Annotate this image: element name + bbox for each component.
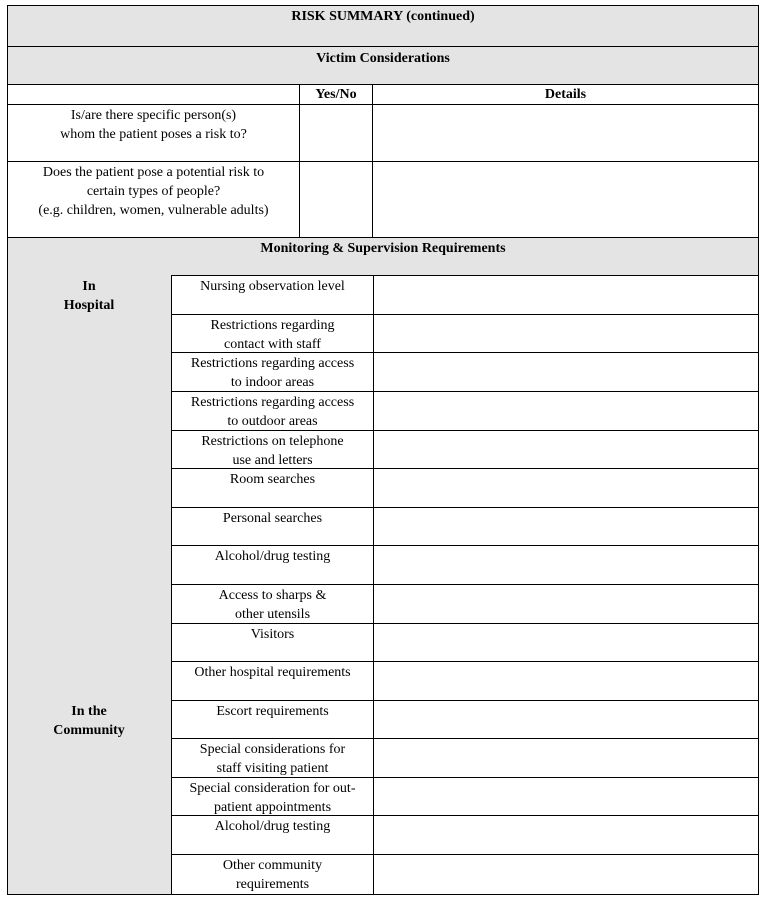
in-community-label: In the Community (53, 704, 125, 738)
hospital-item-label: Restrictions regarding access to outdoor areas (190, 395, 355, 429)
hospital-item-label: Room searches (229, 472, 316, 487)
question-1-label: Is/are there specific person(s) whom the patient poses a risk to? (60, 108, 247, 142)
hospital-item-details-field[interactable] (373, 584, 759, 624)
hospital-item-details-field[interactable] (373, 275, 759, 315)
hospital-item-label: Other hospital requirements (194, 665, 351, 680)
hospital-item-label: Alcohol/drug testing (214, 549, 331, 564)
community-item-label: Special considerations for staff visiting patient (199, 742, 346, 776)
question-2-label: Does the patient pose a potential risk to certain types of people? (e.g. children, women, vulnerable adults) (38, 165, 269, 218)
hospital-item-label: Access to sharps & other utensils (218, 588, 327, 622)
community-item-details-field[interactable] (373, 854, 759, 895)
hospital-item-details-field[interactable] (373, 623, 759, 662)
yesno-header: Yes/No (315, 87, 357, 102)
hospital-item-details-field[interactable] (373, 391, 759, 431)
hospital-item-label: Personal searches (222, 511, 323, 526)
community-item-label: Escort requirements (216, 704, 329, 719)
hospital-item-label: Nursing observation level (200, 279, 345, 294)
hospital-item-label: Restrictions regarding contact with staff (210, 318, 335, 352)
community-item-label: Other community requirements (222, 858, 323, 892)
hospital-item-details-field[interactable] (373, 507, 759, 546)
hospital-item-details-field[interactable] (373, 468, 759, 508)
hospital-item-details-field[interactable] (373, 314, 759, 353)
hospital-item-details-field[interactable] (373, 545, 759, 585)
hospital-item-label: Restrictions regarding access to indoor areas (190, 356, 355, 390)
hospital-item-label: Visitors (250, 627, 295, 642)
hospital-item-label: Restrictions on telephone use and letters (201, 434, 344, 468)
community-item-details-field[interactable] (373, 738, 759, 778)
question-2-yesno-field[interactable] (299, 161, 373, 238)
page-title: RISK SUMMARY (continued) (291, 9, 475, 24)
question-2-details-field[interactable] (372, 161, 759, 238)
hospital-item-details-field[interactable] (373, 661, 759, 701)
community-item-details-field[interactable] (373, 815, 759, 855)
column-header-blank (7, 84, 300, 105)
question-1-details-field[interactable] (372, 104, 759, 162)
community-item-label: Special consideration for out- patient appointments (189, 781, 356, 815)
question-1-yesno-field[interactable] (299, 104, 373, 162)
community-item-details-field[interactable] (373, 700, 759, 739)
in-hospital-label: In Hospital (63, 279, 115, 313)
details-header: Details (544, 87, 587, 102)
community-item-label: Alcohol/drug testing (214, 819, 331, 834)
community-item-details-field[interactable] (373, 777, 759, 816)
hospital-item-details-field[interactable] (373, 430, 759, 469)
hospital-item-details-field[interactable] (373, 352, 759, 392)
victim-heading: Victim Considerations (316, 51, 450, 66)
monitoring-heading: Monitoring & Supervision Requirements (260, 241, 506, 256)
